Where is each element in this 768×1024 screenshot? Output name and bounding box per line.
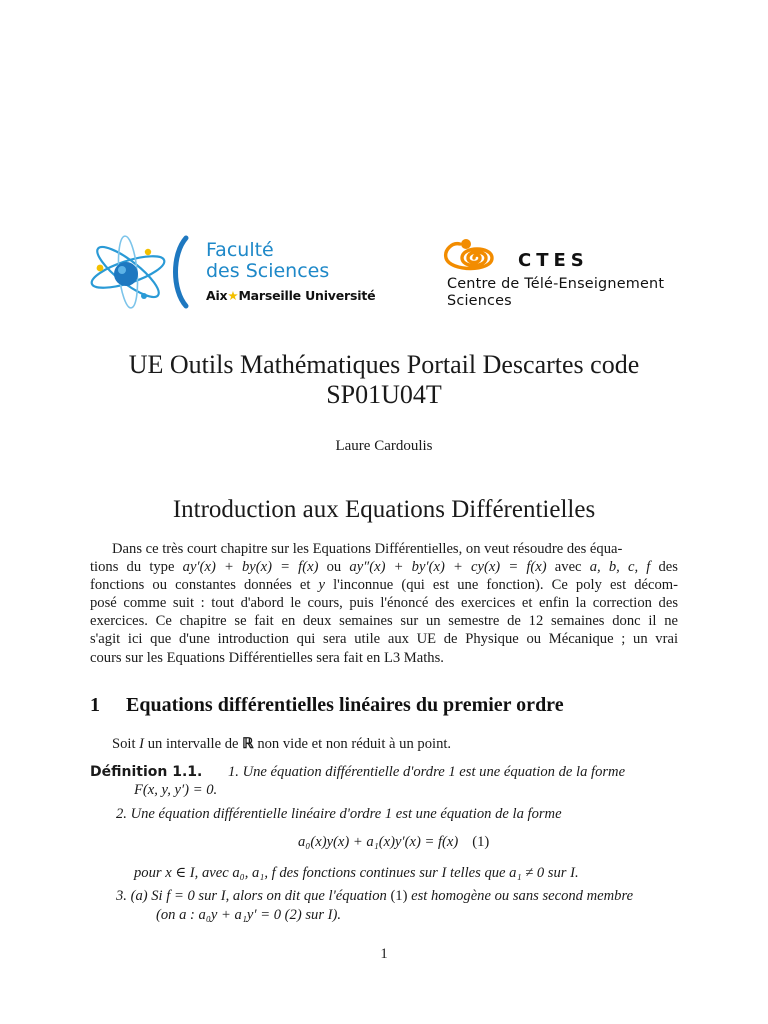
chapter-title: Introduction aux Equations Différentielles — [172, 496, 596, 523]
amu-aix: Aix — [206, 288, 228, 303]
section-heading — [90, 694, 564, 717]
faculte-label — [206, 240, 329, 282]
ctes-logo — [436, 236, 726, 316]
ctes-spiral-icon — [438, 236, 510, 276]
page-title — [0, 350, 768, 410]
star-icon: ★ — [227, 288, 239, 303]
atom-icon — [86, 234, 204, 310]
ctes-subtitle — [447, 276, 664, 310]
title-line2: SP01U04T — [326, 380, 442, 409]
definition-label: Définition 1.1. — [90, 764, 203, 780]
equation-ref-1: (1) — [390, 888, 408, 904]
soit-var-i: I — [139, 736, 145, 752]
soit-b: un intervalle de — [144, 736, 243, 752]
intro-line3 — [90, 576, 678, 594]
definition-item2: 2. Une équation différentielle linéaire d'ordre 1 est une équation de la forme — [116, 806, 562, 822]
intro-paragraph — [90, 540, 678, 667]
soit-sentence — [112, 735, 451, 753]
intro-line5: exercices. Ce chapitre se fait en deux semaines sur un semestre de 12 semaines donc il ne — [90, 613, 678, 630]
page-number: 1 — [380, 946, 388, 962]
faculte-des-sciences-logo — [86, 230, 386, 310]
intro-line2-b: ou — [318, 559, 350, 576]
section-title: Equations différentielles linéaires du premier ordre — [126, 694, 564, 716]
intro-line1-text: Dans ce très court chapitre sur les Equations Différentielles, on veut résoudre des équa- — [112, 541, 623, 557]
intro-vars: a, b, c, f — [589, 559, 651, 576]
item3a-part2: est homogène ou sans second membre — [407, 888, 634, 904]
definition-conditions: pour x ∈ I, avec a₀, a₁, f des fonctions continues sur I telles que a₁ ≠ 0 sur I. — [134, 865, 579, 881]
equation-1 — [298, 834, 489, 851]
equation-1-body: a₀(x)y(x) + a₁(x)y′(x) = f(x) — [298, 834, 459, 850]
ctes-title: CTES — [518, 250, 589, 271]
intro-line6: s'agit ici que d'une introduction qui sera utile aux UE de Physique ou Mécanique ; un vrai — [90, 631, 678, 648]
soit-a: Soit — [112, 736, 140, 752]
intro-line3-b: l'inconnue (qui est une fonction). Ce poly est décom- — [324, 577, 679, 594]
intro-line7: cours sur les Equations Différentielles sera fait en L3 Maths. — [90, 649, 444, 666]
intro-line2-a: tions du type — [90, 559, 183, 576]
intro-line2-c: avec — [546, 559, 590, 576]
definition-item3a-homogeneous: (on a : a₀y + a₁y′ = 0 (2) sur I). — [156, 907, 342, 923]
equation-second-order: ay″(x) + by′(x) + cy(x) = f(x) — [349, 559, 547, 576]
equation-1-tag: (1) — [472, 834, 490, 850]
title-line1: UE Outils Mathématiques Portail Descartes code — [128, 350, 640, 379]
equation-first-order: ay′(x) + by(x) = f(x) — [182, 559, 319, 576]
section-number: 1 — [90, 694, 100, 716]
item3a-part1: 3. (a) Si f = 0 sur I, alors on dit que l'équation — [116, 888, 391, 904]
intro-line2-d: des — [650, 559, 678, 576]
faculte-line2: des Sciences — [206, 260, 330, 282]
intro-line3-a: fonctions ou constantes données et — [90, 577, 319, 594]
intro-line2 — [90, 558, 678, 576]
definition-item3a — [116, 888, 633, 905]
intro-line1 — [90, 540, 678, 558]
author: Laure Cardoulis — [335, 438, 433, 454]
ctes-line2: Sciences — [447, 293, 512, 309]
intro-line4: posé comme suit : tout d'abord le cours, puis l'énoncé des exercices et enfin la correction des — [90, 595, 678, 612]
definition-item1: 1. Une équation différentielle d'ordre 1 est une équation de la forme — [228, 764, 626, 780]
faculte-line1: Faculté — [206, 239, 274, 261]
ctes-line1: Centre de Télé-Enseignement — [447, 276, 665, 292]
amu-marseille: Marseille Université — [238, 288, 376, 303]
definition-item1-formula: F(x, y, y′) = 0. — [134, 782, 218, 798]
soit-c: non vide et non réduit à un point. — [253, 736, 452, 752]
intro-var-y: y — [318, 577, 325, 594]
set-real-numbers: ℝ — [242, 736, 254, 752]
amu-label — [206, 288, 375, 303]
